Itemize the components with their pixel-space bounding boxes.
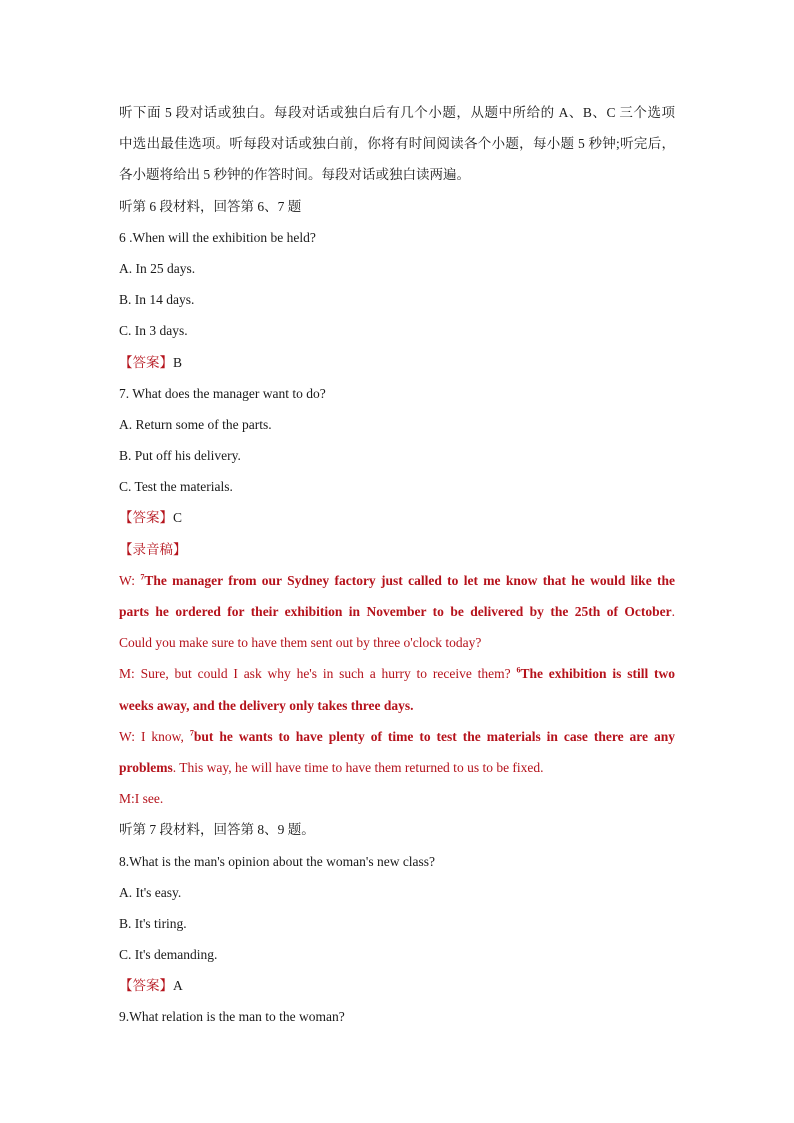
question-6: 6 .When will the exhibition be held? [119, 229, 316, 245]
question-9: 9.What relation is the man to the woman? [119, 1009, 345, 1025]
transcript-w1-line-1 [119, 565, 675, 596]
q8-option-c: C. It's demanding. [119, 947, 218, 963]
transcript-m2: M:I see. [119, 791, 164, 807]
speaker-w-text: W: I know, [119, 728, 190, 744]
q8-option-a: A. It's easy. [119, 884, 182, 900]
answer-label: 【答案】 [119, 510, 173, 526]
transcript-label: 【录音稿】 [119, 541, 187, 557]
intro-line-2: 中选出最佳选项。听每段对话或独白前，你将有时间阅读各个小题，每小题 5 秒钟;听完后， [119, 136, 675, 152]
speaker-m-text: M: Sure, but could I ask why he's in such a hurry to receive them? [119, 666, 517, 682]
transcript-w2-line-1 [119, 721, 675, 752]
key-sentence: problems [119, 759, 173, 775]
intro-line-3: 各小题将给出 5 秒钟的作答时间。每段对话或独白读两遍。 [119, 167, 470, 183]
answer-label: 【答案】 [119, 978, 173, 994]
key-sentence: but he wants to have plenty of time to test the materials in case there are any [193, 728, 675, 744]
transcript-text: . This way, he will have time to have them returned to us to be fixed. [172, 759, 544, 775]
key-sentence: The exhibition is still two [520, 666, 675, 682]
question-marker: 6 [516, 665, 521, 675]
q7-option-c: C. Test the materials. [119, 479, 233, 495]
q7-option-a: A. Return some of the parts. [119, 416, 272, 432]
document-content [119, 97, 675, 1033]
answer-label: 【答案】 [119, 354, 173, 370]
question-marker: 7 [189, 728, 194, 738]
period: . [671, 604, 675, 619]
q6-option-a: A. In 25 days. [119, 260, 196, 276]
answer-value: C [173, 510, 183, 526]
transcript-w2-line-2 [119, 752, 675, 783]
q6-option-c: C. In 3 days. [119, 323, 188, 339]
q6-answer [119, 347, 675, 378]
q8-answer [119, 970, 675, 1001]
intro-line-1: 听下面 5 段对话或独白。每段对话或独白后有几个小题，从题中所给的 A、B、C 三个选项 [119, 105, 675, 120]
q6-option-b: B. In 14 days. [119, 292, 195, 308]
transcript-w1-line-3: Could you make sure to have them sent out by three o'clock today? [119, 635, 482, 651]
question-marker: 7 [140, 572, 145, 582]
section-7-heading: 听第 7 段材料，回答第 8、9 题。 [119, 822, 315, 838]
key-sentence: The manager from our Sydney factory just called to let me know that he would like the [144, 572, 675, 588]
speaker-w: W: [119, 572, 141, 588]
question-8: 8.What is the man's opinion about the woman's new class? [119, 853, 436, 869]
q7-answer [119, 502, 675, 533]
transcript-m1-line-1 [119, 658, 675, 689]
answer-value: A [173, 978, 183, 994]
key-sentence: parts he ordered for their exhibition in November to be delivered by the 25th of October [119, 604, 672, 619]
q8-option-b: B. It's tiring. [119, 915, 187, 931]
answer-value: B [173, 354, 183, 370]
q7-option-b: B. Put off his delivery. [119, 448, 241, 464]
transcript-w1-line-2 [119, 596, 675, 627]
transcript-m1-line-2: weeks away, and the delivery only takes three days. [119, 697, 414, 713]
question-7: 7. What does the manager want to do? [119, 385, 326, 401]
section-6-heading: 听第 6 段材料，回答第 6、7 题 [119, 198, 302, 214]
